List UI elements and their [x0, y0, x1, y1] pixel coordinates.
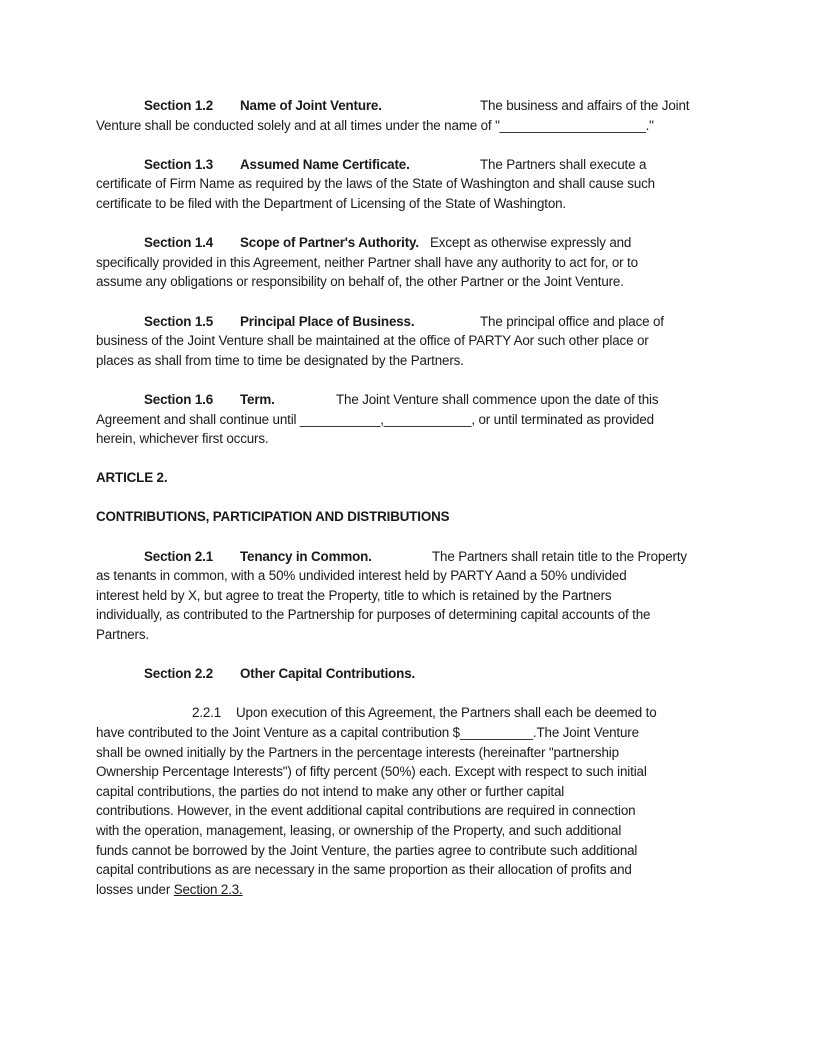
section-number: Section 1.4	[144, 235, 214, 251]
section-number: Section 2.2	[144, 666, 214, 682]
section-text-line: as tenants in common, with a 50% undivided interest held by PARTY Aand a 50% undivided	[96, 568, 627, 584]
section-text: The Joint Venture shall commence upon the date of this	[336, 391, 659, 407]
section-text-line: places as shall from time to time be designated by the Partners.	[96, 352, 464, 368]
section-text: The Partners shall retain title to the Property	[432, 548, 687, 564]
article-number: ARTICLE 2.	[96, 470, 168, 486]
document-page	[96, 96, 720, 919]
subsection-text-prefix: losses under	[96, 881, 174, 897]
section-text-line: business of the Joint Venture shall be maintained at the office of PARTY Aor such other place or	[96, 333, 649, 349]
section-text-line: specifically provided in this Agreement, neither Partner shall have any authority to act for, or to	[96, 254, 638, 270]
article-title: CONTRIBUTIONS, PARTICIPATION AND DISTRIBUTIONS	[96, 509, 450, 525]
section-title: Scope of Partner's Authority.	[240, 235, 419, 251]
section-1-6	[96, 390, 720, 449]
section-text-line: Agreement and shall continue until ___________,____________, or until terminated as provided	[96, 411, 654, 427]
section-text-line: interest held by X, but agree to treat the Property, title to which is retained by the Partners	[96, 587, 612, 603]
subsection-text-line: with the operation, management, leasing, or ownership of the Property, and such additional	[96, 822, 622, 838]
section-text: The Partners shall execute a	[480, 156, 647, 172]
section-text-line: assume any obligations or responsibility on behalf of, the other Partner or the Joint Venture.	[96, 274, 624, 290]
section-title: Other Capital Contributions.	[240, 666, 416, 682]
section-text: The business and affairs of the Joint	[480, 98, 690, 113]
subsection-text-line: contributions. However, in the event additional capital contributions are required in connection	[96, 803, 636, 819]
section-number: Section 1.6	[144, 391, 214, 407]
subsection-text: Upon execution of this Agreement, the Partners shall each be deemed to	[236, 705, 657, 721]
section-1-3	[96, 155, 720, 214]
section-text-line: Partners.	[96, 627, 149, 643]
section-2-1	[96, 547, 720, 645]
section-2-3-cross-reference-link[interactable]: Section 2.3.	[173, 881, 243, 897]
section-title: Assumed Name Certificate.	[240, 156, 410, 172]
section-text-line: herein, whichever first occurs.	[96, 431, 269, 447]
section-number: Section 1.2	[144, 98, 214, 113]
section-title: Name of Joint Venture.	[240, 98, 382, 113]
subsection-text-line: capital contributions, the parties do not intend to make any other or further capital	[96, 783, 565, 799]
subsection-text-line: funds cannot be borrowed by the Joint Venture, the parties agree to contribute such additional	[96, 842, 638, 858]
section-title: Tenancy in Common.	[240, 548, 372, 564]
section-number: Section 1.3	[144, 156, 214, 172]
section-1-5	[96, 312, 720, 371]
subsection-text-line: Ownership Percentage Interests") of fifty percent (50%) each. Except with respect to such initial	[96, 764, 647, 780]
section-text-line: certificate to be filed with the Department of Licensing of the State of Washington.	[96, 195, 566, 211]
subsection-text-line: capital contributions as are necessary in the same proportion as their allocation of profits and	[96, 862, 632, 878]
section-number: Section 1.5	[144, 313, 214, 329]
section-text-line: Venture shall be conducted solely and at all times under the name of "____________________."	[96, 117, 654, 133]
subsection-number: 2.2.1	[192, 705, 222, 721]
subsection-text-line: have contributed to the Joint Venture as a capital contribution $__________.The Joint Venture	[96, 725, 639, 740]
section-text-line: certificate of Firm Name as required by the laws of the State of Washington and shall cause such	[96, 176, 655, 192]
section-1-4	[96, 233, 720, 292]
section-text-line: individually, as contributed to the Partnership for purposes of determining capital accounts of the	[96, 607, 651, 623]
subsection-2-2-1	[96, 703, 720, 899]
section-1-2	[96, 96, 720, 135]
section-text: The principal office and place of	[480, 313, 664, 329]
section-number: Section 2.1	[144, 548, 214, 564]
section-title: Term.	[240, 391, 275, 407]
subsection-last-line	[96, 880, 720, 900]
section-2-2	[96, 664, 720, 684]
subsection-text-line: shall be owned initially by the Partners in the percentage interests (hereinafter "partnership	[96, 744, 619, 760]
section-title: Principal Place of Business.	[240, 313, 415, 329]
section-text: Except as otherwise expressly and	[430, 235, 632, 251]
